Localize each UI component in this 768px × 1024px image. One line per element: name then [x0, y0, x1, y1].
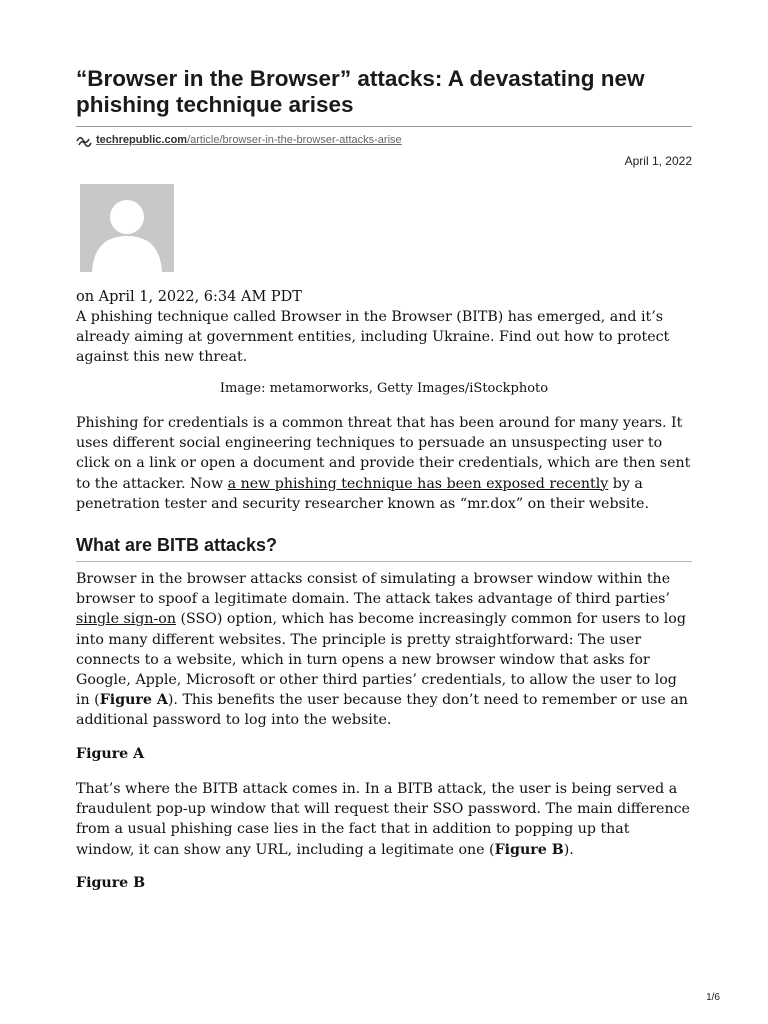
figure-b-label: Figure B [76, 875, 146, 891]
paragraph-1-text-end: by a penetration tester and security researcher known as “mr.dox” on their website. [76, 475, 649, 512]
paragraph-2-text-mid: (SSO) option, which has become increasingly common for users to log into many different websites. The principle is pretty straightforward: The user connects to a website, which in turn opens a new browser window that asks for Google, Apple, Microsoft or other third parties’ credentials, to allow the user to log in ( [76, 611, 686, 709]
source-path: /article/browser-in-the-browser-attacks-arise [187, 134, 402, 146]
article-title: “Browser in the Browser” attacks: A devastating new phishing technique arises [76, 66, 645, 117]
figure-a-reference: Figure A [99, 692, 168, 709]
section-divider [76, 561, 692, 562]
new-phishing-technique-link[interactable]: a new phishing technique has been exposed recently [227, 475, 609, 492]
section-heading: What are BITB attacks? [76, 535, 278, 555]
paragraph-3 [76, 779, 692, 860]
paragraph-1-text: Phishing for credentials is a common threat that has been around for many years. It uses different social engineering techniques to persuade an unsuspecting user to click on a link or open a document and provide their credentials, which are then sent to the attacker. Now [76, 415, 691, 492]
source-domain: techrepublic.com [96, 134, 188, 146]
article-date: April 1, 2022 [624, 154, 692, 168]
image-caption: Image: metamorworks, Getty Images/iStockphoto [219, 381, 549, 396]
paragraph-3-text: That’s where the BITB attack comes in. In a BITB attack, the user is being served a fraudulent pop-up window that will request their SSO password. The main difference from a usual phishing case lies in the fact that in addition to popping up that window, it can show any URL, including a legitimate one ( [76, 781, 690, 858]
byline: on April 1, 2022, 6:34 AM PDT [76, 289, 302, 305]
title-divider [76, 126, 692, 127]
source-line [76, 132, 402, 148]
single-sign-on-link[interactable]: single sign-on [76, 611, 176, 628]
paragraph-2-text-end: ). This benefits the user because they don’t need to remember or use an additional password to log into the website. [76, 692, 688, 729]
link-logo-icon [76, 133, 92, 147]
user-avatar-icon [80, 184, 174, 272]
paragraph-3-text-end: ). [563, 841, 574, 858]
figure-b-reference: Figure B [494, 841, 564, 858]
figure-a-label: Figure A [76, 746, 145, 762]
paragraph-2 [76, 569, 692, 731]
page-number: 1/6 [706, 992, 720, 1003]
paragraph-1 [76, 413, 692, 514]
intro-paragraph: A phishing technique called Browser in the Browser (BITB) has emerged, and it’s already aiming at government entities, including Ukraine. Find out how to protect against this new threat. [76, 309, 670, 366]
paragraph-2-text: Browser in the browser attacks consist of simulating a browser window within the browser to spoof a legitimate domain. The attack takes advantage of third parties’ [76, 571, 671, 608]
source-link[interactable] [96, 134, 402, 146]
